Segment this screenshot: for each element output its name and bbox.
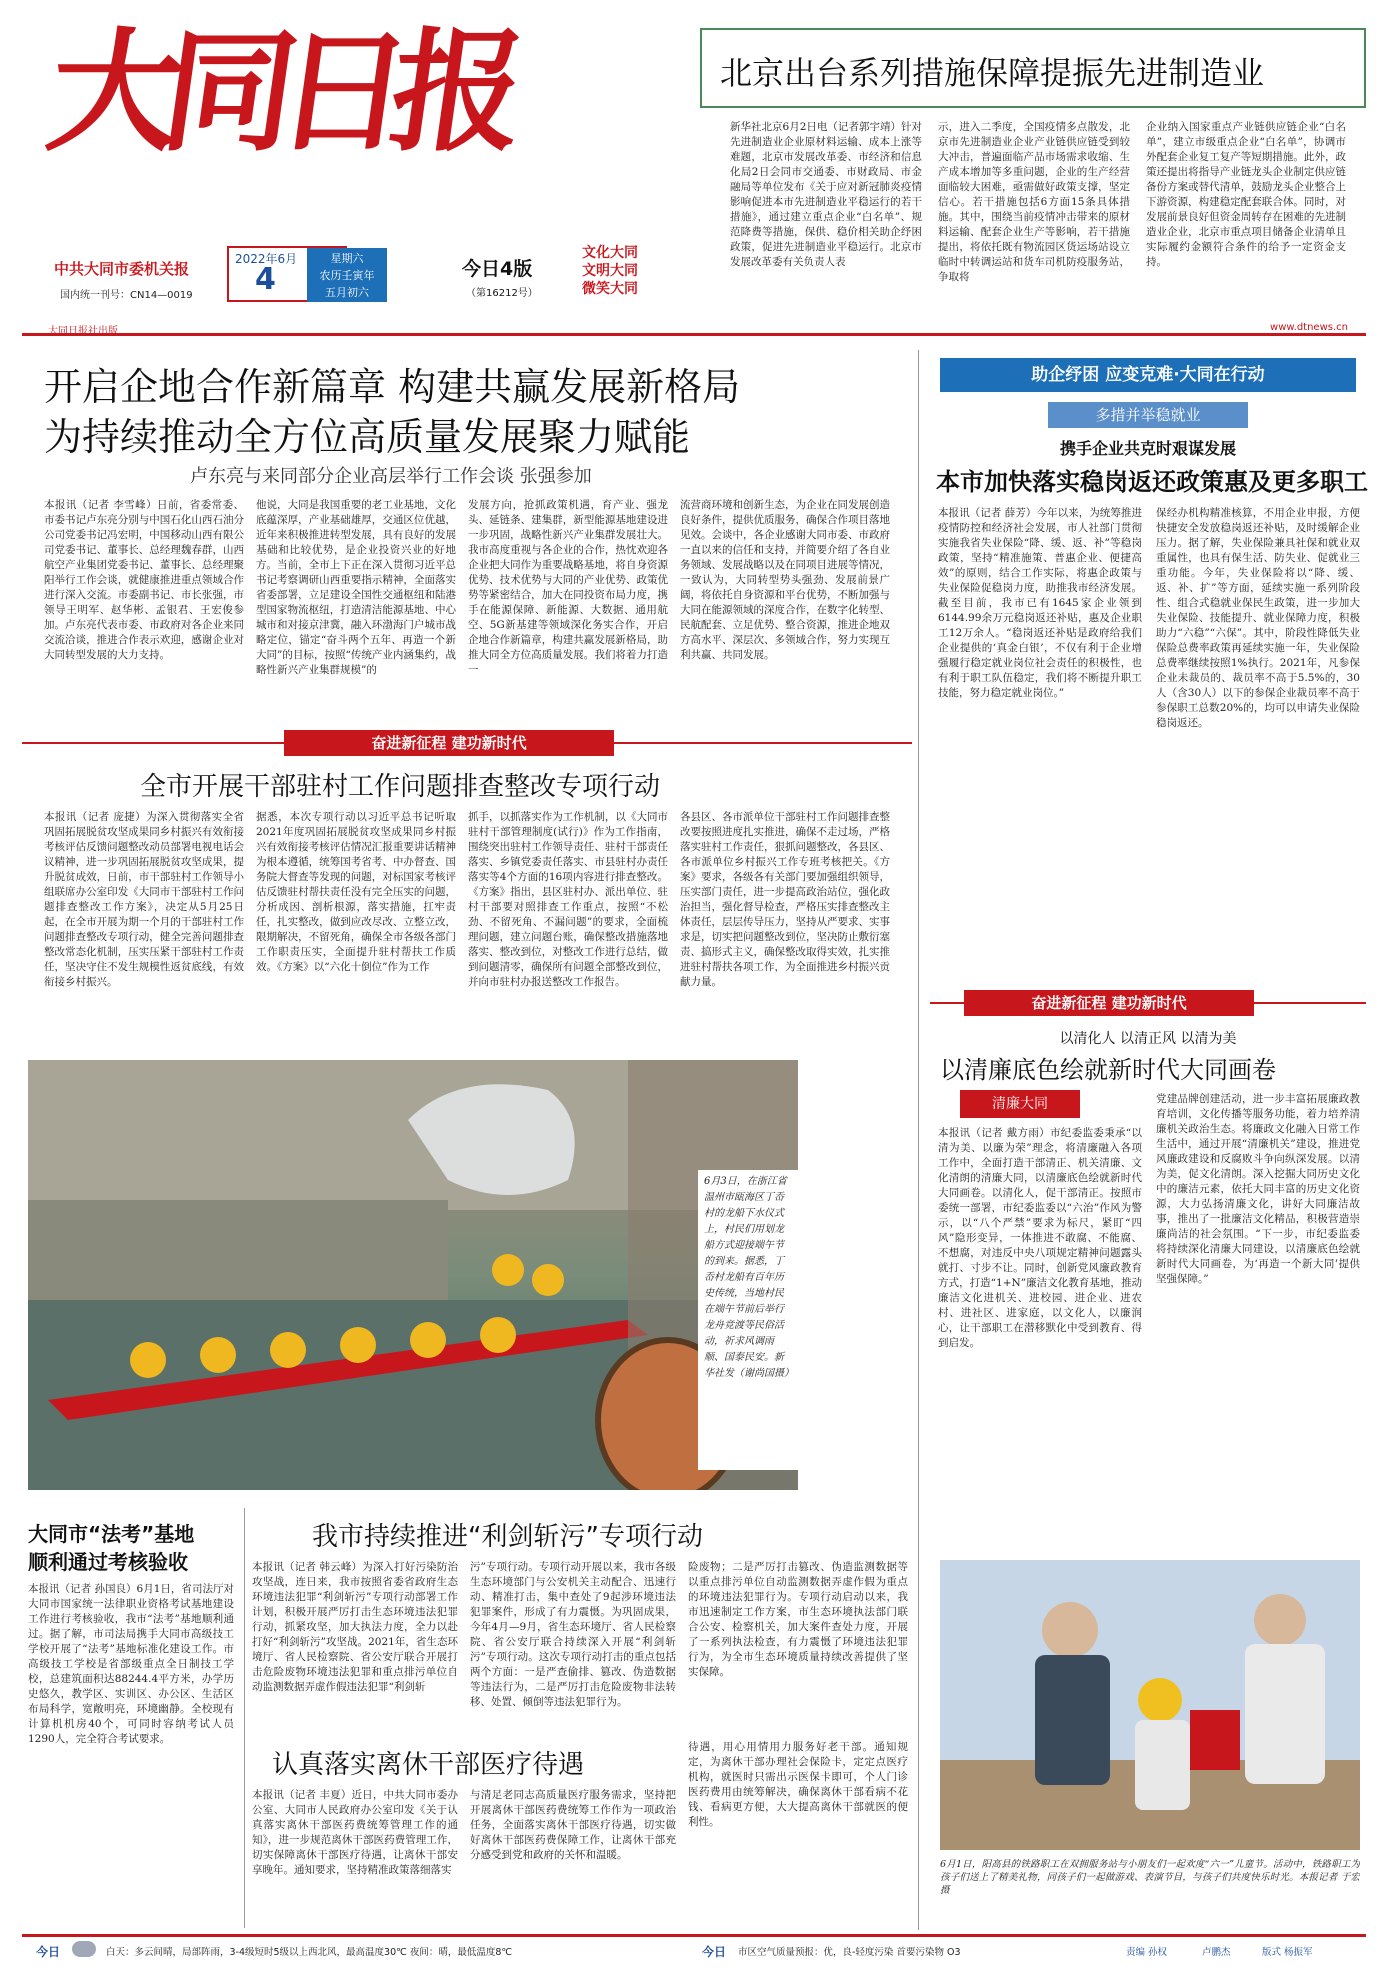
right-col-1: 本报讯（记者 薛芳）今年以来，为统筹推进疫情防控和经济社会发展，市人社部门贯彻实施我省失业保险“降、缓、返、补”等稳岗政策，坚持“精准施策、普惠企业、便捷高效”的原则，结合工作实际，将惠企政策与失业保险促稳岗力度，助推我市经济发展。截至目前，我市已有1645家企业领到6144.99余万元稳岗返还补贴，惠及企业职工12万余人。“稳岗返还补贴是政府给我们企业提供的‘真金白银’，不仅有利于企业增强履行稳定就业岗位社会责任的积极性，也有利于职工队伍稳定，我们将不断提升职工技能，努力稳定就业岗位。” xyxy=(938,507,1142,699)
weather-today-label: 今日 xyxy=(36,1945,61,1959)
issue-number: （第16212号） xyxy=(466,288,538,299)
lead-subtitle: 卢东亮与来同部分企业高层举行工作会谈 张强参加 xyxy=(190,466,592,487)
section-village-col-2: 据悉，本次专项行动以习近平总书记听取2021年度巩固拓展脱贫攻坚成果同乡村振兴有效衔接考核评估情况汇报重要讲话精神为根本遵循，统筹国考省考、中办督查、国务院大督查等发现的问题，对标国家考核评估反馈驻村帮扶责任没有完全压实的问题，分析成因、剖析根源，落实措施，扛牢责任，扎实整改，做到应改尽改、立整立改，限期解决，不留死角，确保全市各级各部门工作职责压实，全面提升驻村帮扶工作质效。《方案》以“六化十倒位”作为工作 xyxy=(256,811,456,973)
weekday: 星期六 xyxy=(330,252,364,265)
section-village-col-1: 本报讯（记者 庞捷）为深入贯彻落实全省巩固拓展脱贫攻坚成果同乡村振兴有效衔接考核评估反馈问题整改动员部署电视电话会议精神，进一步巩固拓展脱贫攻坚成果，提升脱贫成效，日前，市干部驻村工作领导小组联席办公室印发《大同市干部驻村工作问题排查整改工作方案》，决定从5月25日起，在全市开展为期一个月的干部驻村工作问题排查整改专项行动，健全完善问题排查整改常态化机制，压实压紧干部驻村工作责任，坚决守住不发生规模性返贫底线，有效衔接乡村振兴。 xyxy=(44,811,244,988)
weather-cloud-icon xyxy=(72,1941,96,1957)
logo: 大同日报 xyxy=(39,15,517,170)
top-story-col-1: 新华社北京6月2日电（记者郭宇靖）针对先进制造业企业原材料运输、成本上涨等难题，北京市发展改革委、市经济和信息化局2日会同市交通委、市财政局、市金融局等单位发布《关于应对新冠肺炎疫情影响促进本市先进制造业平稳运行的若干措施》，通过建立重点企业“白名单”、规范降费等措施，保供、稳价相关助企纾困政策，促进先进制造业平稳运行。北京市发展改革委有关负责人表 xyxy=(730,121,922,268)
photo1-caption: 6月3日，在浙江省温州市瓯海区丁岙村的龙船下水仪式上，村民们用划龙船方式迎接端午节的到来。据悉，丁岙村龙船有百年历史传统，当地村民在端午节前后举行龙舟竞渡等民俗活动，祈求风调雨顺、国泰民安。新华社发（谢尚国摄） xyxy=(698,1170,798,1470)
section-village-col-4: 各县区、各市派单位干部驻村工作问题排查整改要按照进度扎实推进，确保不走过场，严格落实驻村工作责任，狠抓问题整改，各县区、各市派单位乡村振兴工作专班考核把关。《方案》要求，各级各有关部门要加强组织领导，压实部门责任，进一步提高政治站位，强化政治担当，强化督导检查，严格压实排查整改主体责任，层层传导压力，坚持从严要求、实事求是，切实把问题整改到位，坚决防止敷衍塞责、搞形式主义，确保整改取得实效，扎实推进驻村帮扶各项工作，为全面推进乡村振兴贡献力量。 xyxy=(680,811,890,988)
section-village-title[interactable]: 全市开展干部驻村工作问题排查整改专项行动 xyxy=(140,772,661,802)
section-retiree xyxy=(252,1740,912,1930)
top-story xyxy=(700,28,1366,320)
section-pollution-col-1: 本报讯（记者 韩云峰）为深入打好污染防治攻坚战，连日来，我市按照省委省政府生态环境违法犯罪“利剑斩污”专项行动部署工作计划，积极开展严厉打击生态环境违法犯罪行动，抓紧攻坚，加大执法力度，全力以赴打好“利剑斩污”攻坚战。2021年，省生态环境厅、省人民检察院、省公安厅联合开展打击危险废物环境违法犯罪和重点排污单位自动监测数据弄虚作假违法犯罪“利剑斩 xyxy=(252,1561,458,1693)
right-banner-title: 助企纾困 应变克难·大同在行动 xyxy=(940,358,1356,392)
section-clean xyxy=(930,988,1366,1508)
section-clean-subtitle: 以清化人 以清正风 以清为美 xyxy=(1059,1031,1237,1047)
lead-title-2[interactable]: 为持续推动全方位高质量发展聚力赋能 xyxy=(44,415,691,459)
section-pollution-col-2: 污”专项行动。专项行动开展以来，我市各级生态环境部门与公安机关主动配合、迅速行动、精准打击，集中查处了9起涉环境违法犯罪案件，形成了有力震慑。为巩固成果，今年4月—9月，省生态环境厅、省人民检察院、省公安厅联合持续深入开展“利剑斩污”专项行动。这次专项行动打击的重点包括两个方面：一是严查偷排、篡改、伪造数据等违法行为，二是严厉打击危险废物非法转移、处置、倾倒等违法犯罪行为。 xyxy=(470,1561,676,1708)
section-pollution-col-3: 险废物；二是严厉打击篡改、伪造监测数据等以重点排污单位自动监测数据弄虚作假为重点的环境违法犯罪行为。专项行动启动以来，我市迅速制定工作方案，市生态环境执法部门联合公安、检察机关，加大案件查处力度，开展了一系列执法检查，有力震慑了环境违法犯罪行为，为全市生态环境质量持续改善提供了坚实保障。 xyxy=(688,1561,908,1678)
brief-divider xyxy=(244,1508,245,1928)
column-divider xyxy=(918,350,919,1930)
right-banner-tag: 多措并举稳就业 xyxy=(1048,402,1248,428)
section-village xyxy=(22,728,912,1048)
lead-col-3: 发展方向，抢抓政策机遇，育产业、强龙头、延链条、建集群，新型能源基地建设进一步巩固，战略性新兴产业集群发展壮大。我市高度重视与各企业的合作，热忱欢迎各企业把大同作为重要战略基地，将自身资源优势、技术优势与大同的产业优势、政策优势等紧密结合，加大在同投资布局力度，携手在能源保障、新能源、大数据、通用航空、5G新基建等领域深化务实合作，开启企地合作新篇章，构建共赢发展新格局，助推大同全方位高质量发展。我们将着力打造一 xyxy=(468,499,668,676)
weather-text: 白天：多云间晴，局部阵雨，3-4级短时5级以上西北风，最高温度30℃ 夜间：晴，最低温度8℃ xyxy=(106,1947,513,1958)
top-story-col-2: 示，进入二季度，全国疫情多点散发，北京市先进制造业企业产业链供应链受到较大冲击，普遍面临产品市场需求收缩、生产成本增加等多重问题，企业的生产经营面临较大困难，亟需做好政策支撑，坚定信心。若干措施包括6方面15条具体措施。其中，围绕当前疫情冲击带来的原材料运输、配套企业生产等影响，若干措施提出，将依托既有物流园区货运场站设立临时中转调运站和货车司机防疫服务站，争取将 xyxy=(938,121,1130,283)
section-pollution xyxy=(252,1508,912,1738)
section-clean-col-1: 本报讯（记者 戴方雨）市纪委监委秉承“以清为美、以廉为荣”理念，将清廉融入各项工作中，全面打造干部清正、机关清廉、文化清朗的清廉大同，以清廉底色绘就新时代大同画卷。以清化人，促干部清正。按照市委统一部署，市纪委监委以“六治”作风为警示，以“八个严禁”要求为标尺，紧盯“四风”隐形变异，一体推进不敢腐、不能腐、不想腐，对违反中央八项规定精神问题露头就打、寸步不让。同时，创新党风廉政教育方式，打造“1+N”廉洁文化教育基地，推动廉洁文化进机关、进校园、进企业、进农村、进社区、进家庭，以文化人，以廉润心，让干部职工在潜移默化中受到教育、得到启发。 xyxy=(938,1127,1142,1349)
dragon-boat-photo[interactable] xyxy=(28,1060,798,1490)
slogans xyxy=(582,244,638,298)
weekday-box xyxy=(307,248,387,302)
editor-label: 责编 孙权 xyxy=(1126,1947,1168,1958)
section-retiree-title[interactable]: 认真落实离休干部医疗待遇 xyxy=(272,1750,585,1780)
dragon-boat-illustration xyxy=(28,1060,798,1490)
lead-story xyxy=(22,350,922,720)
slogan-smile: 微笑大同 xyxy=(582,281,638,297)
website[interactable]: www.dtnews.cn xyxy=(1270,322,1348,333)
section-retiree-col-3: 待遇，用心用情用力服务好老干部。通知规定，为离休干部办理社会保险卡，定定点医疗机构，就医时只需出示医保卡即可，个人门诊医药费用由统筹解决，确保离休干部看病不花钱、看病更方便，大大提高离休干部就医的便利性。 xyxy=(688,1741,908,1828)
date-day: 4 xyxy=(255,262,276,297)
slogan-culture: 文化大同 xyxy=(582,245,638,261)
publisher: 大同日报社出版 xyxy=(48,326,118,337)
childrens-day-photo[interactable] xyxy=(940,1560,1360,1850)
section-clean-title[interactable]: 以清廉底色绘就新时代大同画卷 xyxy=(940,1056,1276,1084)
section-retiree-col-2: 与清足老同志高质量医疗服务需求，坚持把开展离休干部医药费统筹工作作为一项政治任务，全面落实离休干部医疗待遇，切实做好离休干部医药费保障工作，让离休干部充分感受到党和政府的关怀和温暖。 xyxy=(470,1789,676,1861)
masthead-divider xyxy=(22,322,1366,336)
editor-name: 卢鹏杰 xyxy=(1202,1947,1231,1958)
masthead xyxy=(22,15,702,318)
right-col-2: 保经办机构精准核算，不用企业申报，方便快捷安全发放稳岗返还补贴，及时缓解企业压力。据了解，失业保险兼具社保和就业双重属性，也具有保生活、防失业、促就业三重功能。今年，失业保险将以“降、缓、返、补、扩”等方面，延续实施一系列阶段性、组合式稳就业保民生政策，进一步加大失业保险、技能提升、就业保障力度，积极助力“六稳”“六保”。其中，阶段性降低失业保险总费率政策再延续实施一年，失业保险总费率继续按照1%执行。2021年，凡参保企业未裁员的、裁员率不高于5.5%的，30人（含30人）以下的参保企业裁员率不高于参保职工总数20%的，均可以申请失业保险稳岗返还。 xyxy=(1156,507,1360,729)
org-name: 中共大同市委机关报 xyxy=(54,260,190,278)
issn: 国内统一刊号：CN14—0019 xyxy=(60,290,193,301)
top-story-col-3: 企业纳入国家重点产业链供应链企业“白名单”，建立市级重点企业“白名单”，协调市外配套企业复工复产等短期措施。此外，政策还提出将指导产业链龙头企业制定供应链备份方案或替代清单，鼓励龙头企业整合上下游资源，构建稳定配套联合体。同时，对发展前景良好但资金周转存在困难的先进制造业企业，北京市重点项目储备企业清单且实际履约金额符合条件的给予一定资金支持。 xyxy=(1146,121,1346,268)
top-story-title-box xyxy=(700,28,1366,108)
lead-col-1: 本报讯（记者 李雪峰）日前，省委常委、市委书记卢东亮分别与中国石化山西石油分公司党委书记冯宏明，中国移动山西有限公司党委书记、董事长、总经理魏春群，山西航空产业集团党委书记、董事长、总经理聚阳举行工作会谈，就健康推进重点领域合作进行深入交流。市委副书记、市长张强，市领导王明军、赵华彬、孟银君、王宏俊参加。卢东亮代表市委、市政府对各企业来同交流洽谈，推进合作表示欢迎，感谢企业对大同转型发展的大力支持。 xyxy=(44,499,244,661)
slogan-civility: 文明大同 xyxy=(582,263,638,279)
section-pollution-title[interactable]: 我市持续推进“利剑斩污”专项行动 xyxy=(312,1522,703,1552)
section-village-banner: 奋进新征程 建功新时代 xyxy=(284,730,614,756)
brief-title-1[interactable]: 大同市“法考”基地 xyxy=(28,1522,195,1546)
right-banner xyxy=(930,358,1366,1028)
air-today-label: 今日 xyxy=(702,1945,727,1959)
lead-title-1[interactable]: 开启企地合作新篇章 构建共赢发展新格局 xyxy=(44,365,741,409)
photo2-caption: 6月1日，阳高县的铁路职工在双拥服务站与小朋友们一起欢度“六一”儿童节。活动中，铁路职工为孩子们送上了精美礼物，同孩子们一起做游戏、表演节目，与孩子们共度快乐时光。本报记者 于宏摄 xyxy=(940,1859,1360,1896)
brief-title-2[interactable]: 顺利通过考核验收 xyxy=(28,1550,188,1574)
layout-editor: 版式 杨振军 xyxy=(1262,1947,1313,1958)
section-clean-col-2: 党建品牌创建活动，进一步丰富拓展廉政教育培训，文化传播等服务功能，着力培养清廉机关政治生态。将廉政文化融入日常工作生活中，通过开展“清廉机关”建设，推进党风廉政建设和反腐败斗争向纵深发展。以清为美，促文化清朗。深入挖掘大同历史文化中的廉洁元素，依托大同丰富的历史文化资源，大力弘扬清廉文化，讲好大同廉洁故事，推出了一批廉洁文化精品，积极营造崇廉尚洁的社会氛围。“下一步，市纪委监委将持续深化清廉大同建设，以清廉底色绘就新时代大同画卷，为‘再造一个新大同’提供坚强保障。” xyxy=(1156,1093,1360,1285)
brief-law-exam xyxy=(22,1512,242,1912)
footer xyxy=(22,1934,1366,1962)
lunar-year: 农历壬寅年 xyxy=(319,269,375,282)
brief-text: 本报讯（记者 孙国良）6月1日，省司法厅对大同市国家统一法律职业资格考试基地建设工作进行考核验收，我市“法考”基地顺利通过。据了解，市司法局携手大同市高级技工学校开展了“法考”基地标准化建设工作。市高级技工学校是省部级重点全日制技工学校，总建筑面积达88244.4平方米，办学历史悠久，教学区、实训区、办公区、生活区布局科学，宽敞明亮，环境幽静。全校现有计算机机房40个，可同时容纳考试人员1290人，完全符合考试要求。 xyxy=(28,1583,234,1745)
section-village-col-3: 抓手，以抓落实作为工作机制，以《大同市驻村干部管理制度(试行)》作为工作指南，围绕突出驻村工作领导责任、驻村干部责任落实、乡镇党委责任落实、市县驻村办责任落实等4个方面的16项内容进行排查整改。《方案》指出，县区驻村办、派出单位、驻村干部要对照排查工作重点，按照“不松劲、不留死角、不漏问题”的要求，全面梳理问题，建立问题台账，确保整改措施落地落实、整改到位，对整改工作进行总结，做到问题清零，确保所有问题全部整改到位，并向市驻村办报送整改工作报告。 xyxy=(468,811,668,988)
right-banner-headline[interactable]: 本市加快落实稳岗返还政策惠及更多职工 xyxy=(936,468,1368,496)
lead-col-4: 流营商环境和创新生态，为企业在同发展创造良好条件，提供优质服务，确保合作项目落地见效。会谈中，各企业感谢大同市委、市政府一直以来的信任和支持，并简要介绍了各自业务领域、发展战略以及在同项目进展等情况，一致认为，大同转型势头强劲、发展前景广阔，将依托自身资源和平台优势，不断加强与大同在能源领域的深度合作，在数字化转型、民航配套、立足优势、整合资源，推进企地双方高水平、深层次、多领域合作，努力实现互利共赢、共同发展。 xyxy=(680,499,890,661)
section-clean-banner: 奋进新征程 建功新时代 xyxy=(964,990,1254,1016)
page-count: 今日4版 xyxy=(462,258,533,280)
air-quality-text: 市区空气质量预报：优，良-轻度污染 首要污染物 O3 xyxy=(738,1947,961,1958)
section-retiree-col-1: 本报讯（记者 丰夏）近日，中共大同市委办公室、大同市人民政府办公室印发《关于认真落实离休干部医药费统筹管理工作的通知》，进一步规范离休干部医药费管理工作，切实保障离休干部医疗待遇，让离休干部安享晚年。通知要求，坚持精准政策落细落实 xyxy=(252,1789,458,1876)
lunar-day: 五月初六 xyxy=(325,286,369,299)
lead-col-2: 他说，大同是我国重要的老工业基地，文化底蕴深厚，产业基础雄厚，交通区位优越，近年来积极推进转型发展，具有良好的发展基础和比较优势，是企业投资兴业的好地方。当前，全市上下正在深入贯彻习近平总书记考察调研山西重要指示精神，全面落实省委部署，立足建设全国性交通枢纽和陆港型国家物流枢纽，打造清洁能源基地、中心城市和对接京津冀，融入环渤海门户城市战略定位，锚定“奋斗两个五年、再造一个新大同”的目标，按照“传统产业内涵集约，战略性新兴产业集群规模”的 xyxy=(256,499,456,676)
right-banner-subtitle: 携手企业共克时艰谋发展 xyxy=(1059,439,1236,458)
section-clean-tag: 清廉大同 xyxy=(960,1090,1080,1118)
childrens-day-illustration xyxy=(940,1560,1360,1850)
date-ym: 2022年6月 xyxy=(235,252,298,266)
top-story-title[interactable]: 北京出台系列措施保障提振先进制造业 xyxy=(720,54,1265,92)
